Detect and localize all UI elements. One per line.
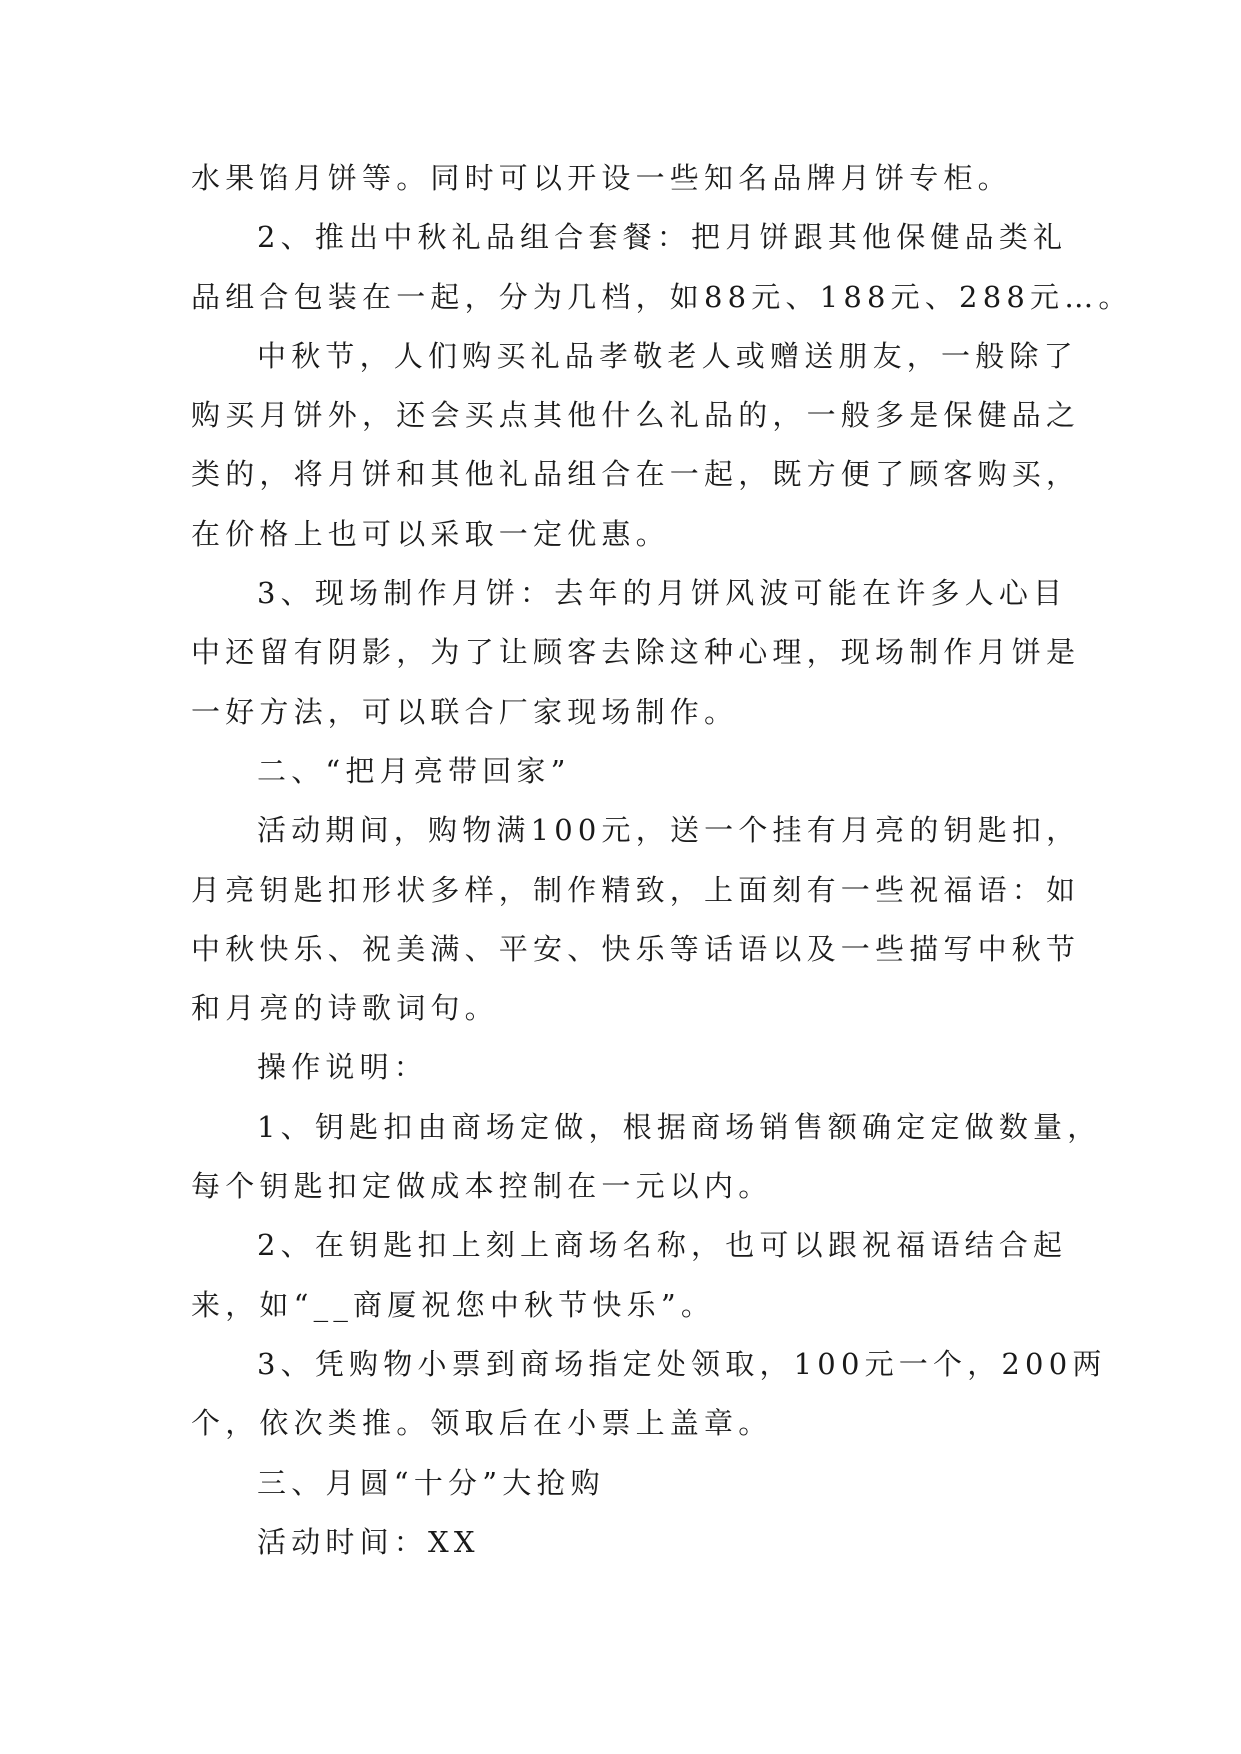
text-line xyxy=(191,810,1081,869)
line-text: 活动时间：XX xyxy=(257,1524,480,1559)
text-line xyxy=(191,454,1081,513)
document-body xyxy=(191,158,1133,1581)
subheading xyxy=(191,1047,1051,1106)
text-line xyxy=(191,929,1081,988)
text-line xyxy=(191,277,1133,336)
line-text: 在价格上也可以采取一定优惠。 xyxy=(191,516,670,551)
line-text: 月亮钥匙扣形状多样，制作精致，上面刻有一些祝福语：如 xyxy=(191,872,1081,907)
line-text: 中秋节，人们购买礼品孝敬老人或赠送朋友，一般除了 xyxy=(257,338,1078,373)
line-text: 购买月饼外，还会买点其他什么礼品的，一般多是保健品之 xyxy=(191,398,1081,433)
line-text: 操作说明： xyxy=(257,1050,429,1085)
text-line xyxy=(191,692,1051,751)
text-line xyxy=(191,336,1078,395)
line-text: 每个钥匙扣定做成本控制在一元以内。 xyxy=(191,1169,773,1204)
line-text: 和月亮的诗歌词句。 xyxy=(191,991,499,1026)
text-line xyxy=(191,573,1068,632)
text-line xyxy=(191,1344,1107,1403)
line-text: 三、月圆“十分”大抢购 xyxy=(257,1465,605,1500)
line-text: 3、凭购物小票到商场指定处领取，100元一个，200两 xyxy=(257,1346,1107,1381)
text-line xyxy=(191,1166,1051,1225)
line-text: 个，依次类推。领取后在小票上盖章。 xyxy=(191,1406,773,1441)
line-text: 1、钥匙扣由商场定做，根据商场销售额确定定做数量， xyxy=(257,1109,1102,1144)
text-line xyxy=(191,514,1051,573)
line-text: 活动期间，购物满100元，送一个挂有月亮的钥匙扣， xyxy=(257,813,1081,848)
line-text: 中还留有阴影，为了让顾客去除这种心理，现场制作月饼是 xyxy=(191,635,1081,670)
text-line xyxy=(191,1522,1051,1581)
text-line xyxy=(191,870,1081,929)
text-line xyxy=(191,395,1081,454)
text-line xyxy=(191,158,1051,217)
text-line xyxy=(191,1285,1051,1344)
text-line xyxy=(191,1403,1051,1462)
line-text: 类的，将月饼和其他礼品组合在一起，既方便了顾客购买， xyxy=(191,457,1081,492)
line-text: 2、在钥匙扣上刻上商场名称，也可以跟祝福语结合起 xyxy=(257,1228,1068,1263)
line-text: 中秋快乐、祝美满、平安、快乐等话语以及一些描写中秋节 xyxy=(191,931,1081,966)
section-heading xyxy=(191,751,1051,810)
text-line xyxy=(191,632,1081,691)
line-text: 品组合包装在一起，分为几档，如88元、188元、288元…。 xyxy=(191,279,1133,314)
text-line xyxy=(191,217,1068,276)
line-text: 3、现场制作月饼：去年的月饼风波可能在许多人心目 xyxy=(257,576,1068,611)
line-text: 一好方法，可以联合厂家现场制作。 xyxy=(191,694,739,729)
section-heading xyxy=(191,1463,1051,1522)
line-text: 2、推出中秋礼品组合套餐：把月饼跟其他保健品类礼 xyxy=(257,220,1068,255)
text-line xyxy=(191,988,1051,1047)
text-line xyxy=(191,1107,1102,1166)
line-text: 水果馅月饼等。同时可以开设一些知名品牌月饼专柜。 xyxy=(191,161,1012,195)
line-text: 来，如“__商厦祝您中秋节快乐”。 xyxy=(191,1287,716,1322)
line-text: 二、“把月亮带回家” xyxy=(257,753,571,788)
text-line xyxy=(191,1225,1068,1284)
